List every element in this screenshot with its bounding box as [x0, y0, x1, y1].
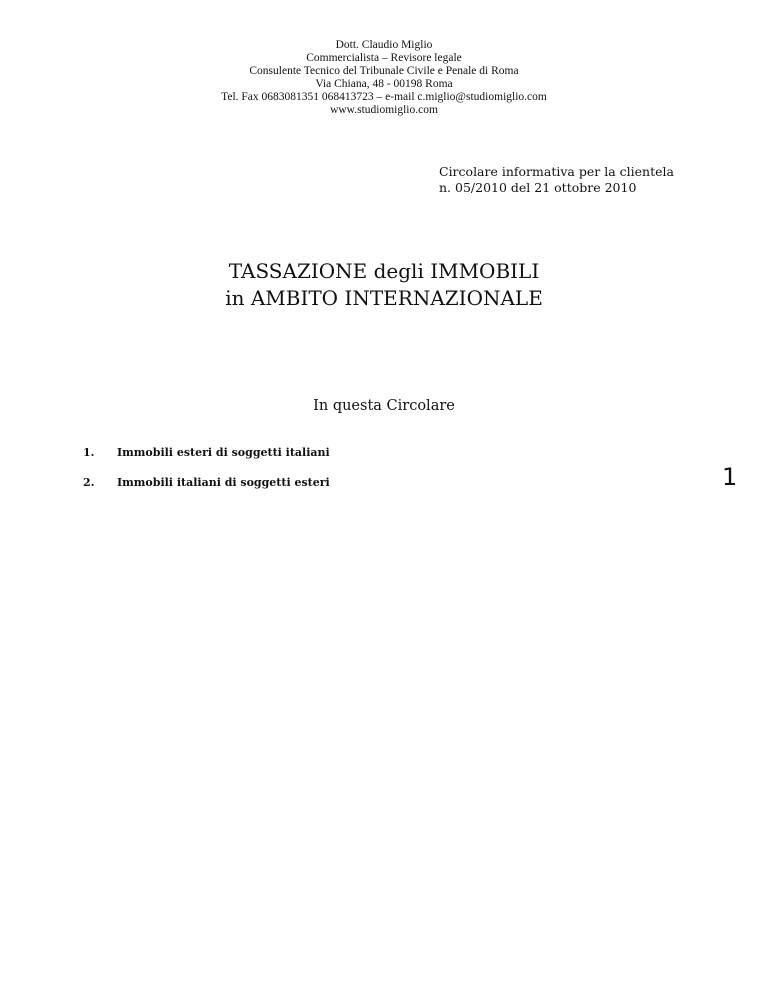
toc-item: [83, 475, 330, 491]
letterhead-contacts: Tel. Fax 0683081351 068413723 – e-mail c.miglio@studiomiglio.com: [221, 91, 547, 103]
letterhead-name: Dott. Claudio Miglio: [335, 39, 433, 51]
toc-list: [83, 445, 330, 505]
toc-item-number: 1.: [83, 446, 95, 459]
circular-number-date: n. 05/2010 del 21 ottobre 2010: [439, 180, 637, 195]
document-title: [0, 258, 768, 312]
title-line-1: TASSAZIONE degli IMMOBILI: [228, 259, 540, 283]
circular-info: [439, 164, 674, 196]
letterhead-address: Via Chiana, 48 - 00198 Roma: [315, 78, 453, 90]
letterhead-profession: Commercialista – Revisore legale: [306, 52, 462, 64]
letterhead: [0, 39, 768, 117]
toc-item-number: 2.: [83, 476, 95, 489]
toc-item: [83, 445, 330, 461]
letterhead-role: Consulente Tecnico del Tribunale Civile e Penale di Roma: [249, 65, 519, 77]
circular-type: Circolare informativa per la clientela: [439, 164, 674, 179]
toc-heading: In questa Circolare: [313, 398, 455, 414]
toc-item-label: Immobili esteri di soggetti italiani: [117, 446, 330, 459]
title-line-2: in AMBITO INTERNAZIONALE: [225, 286, 543, 310]
toc-item-label: Immobili italiani di soggetti esteri: [117, 476, 330, 489]
letterhead-website: www.studiomiglio.com: [330, 104, 438, 116]
page-number: 1: [722, 463, 738, 491]
